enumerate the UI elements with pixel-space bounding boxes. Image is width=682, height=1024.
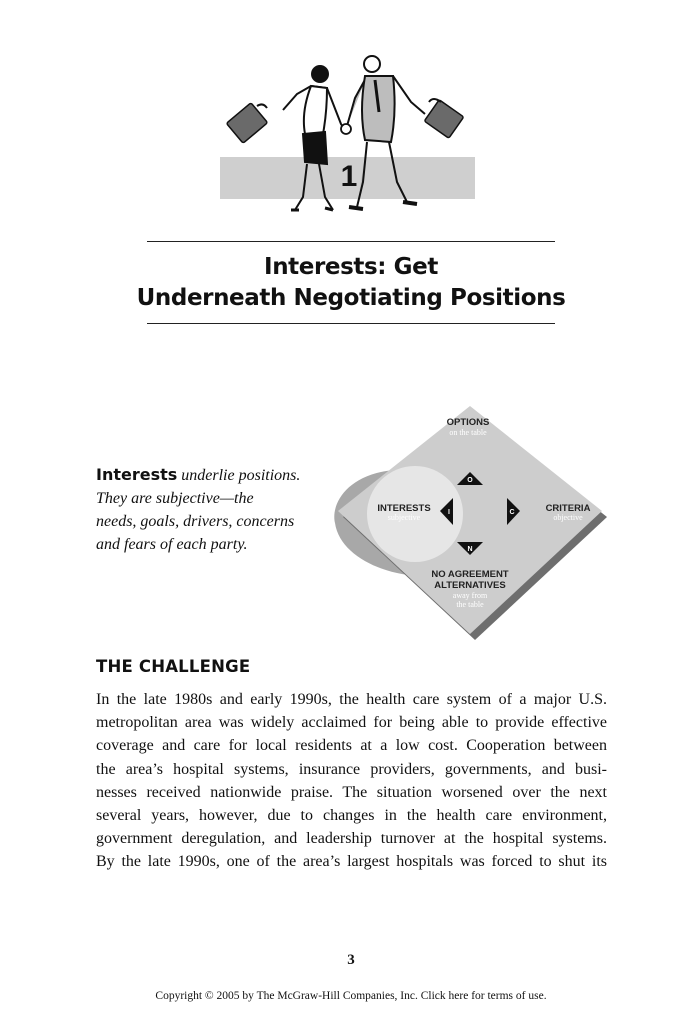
chapter-number: 1 [340, 160, 358, 193]
chapter-title-line1: Interests: Get [264, 254, 438, 280]
options-label: OPTIONS [446, 417, 490, 428]
body-line: government deregulation, and leadership turnover at the hospital systems. [96, 830, 607, 848]
interests-callout [96, 463, 321, 556]
letter-c: C [509, 509, 515, 516]
callout-line1: underlie positions. [177, 467, 301, 484]
body-line: nesses received nationwide praise. The situation worsened over the next [96, 783, 607, 801]
briefcase-left-icon [226, 103, 267, 143]
no-agreement-sub2: the table [456, 600, 484, 609]
letter-o: O [467, 477, 473, 484]
page-number: 3 [347, 952, 355, 968]
callout-term: Interests [96, 465, 178, 484]
no-agreement-label: NO AGREEMENT [431, 569, 509, 580]
copyright-footer [60, 990, 642, 1002]
section-heading: THE CHALLENGE [96, 657, 251, 676]
chapter-title-line2: Underneath Negotiating Positions [136, 285, 566, 311]
body-line: the area’s hospital systems, insurance providers, governments, and busi- [96, 760, 607, 778]
interests-label: INTERESTS [377, 503, 431, 514]
body-line: several years, however, due to changes in the health care environment, [96, 807, 607, 825]
title-rule-top [147, 241, 555, 242]
alternatives-label: ALTERNATIVES [434, 580, 506, 591]
letter-i: I [448, 509, 450, 516]
criteria-sub: objective [553, 513, 583, 522]
chapter-title [120, 252, 582, 314]
body-line: metropolitan area was widely acclaimed for being able to provide effective [96, 714, 607, 732]
letter-n: N [467, 546, 473, 553]
handshake-icon [341, 124, 351, 134]
chapter-illustration [215, 52, 485, 220]
callout-line3: needs, goals, drivers, concerns [96, 513, 295, 530]
body-line: By the late 1990s, one of the area’s largest hospitals was forced to shut its [96, 853, 607, 871]
body-line: coverage and care for local residents at a low cost. Cooperation between [96, 737, 607, 755]
body-text [96, 688, 607, 874]
interests-sub: subjective [387, 513, 421, 522]
callout-line2: They are subjective—the [96, 490, 254, 507]
terms-of-use-link[interactable]: Click here for terms of use. [420, 990, 547, 1002]
body-line: In the late 1980s and early 1990s, the health care system of a major U.S. [96, 691, 607, 708]
title-rule-bottom [147, 323, 555, 324]
copyright-text: Copyright © 2005 by The McGraw-Hill Companies, Inc. [155, 990, 421, 1002]
briefcase-right-icon [424, 99, 463, 138]
criteria-label: CRITERIA [545, 503, 591, 514]
oicn-diagram [330, 398, 615, 650]
no-agreement-sub1: away from [452, 591, 488, 600]
callout-line4: and fears of each party. [96, 536, 248, 553]
options-sub: on the table [449, 428, 487, 437]
